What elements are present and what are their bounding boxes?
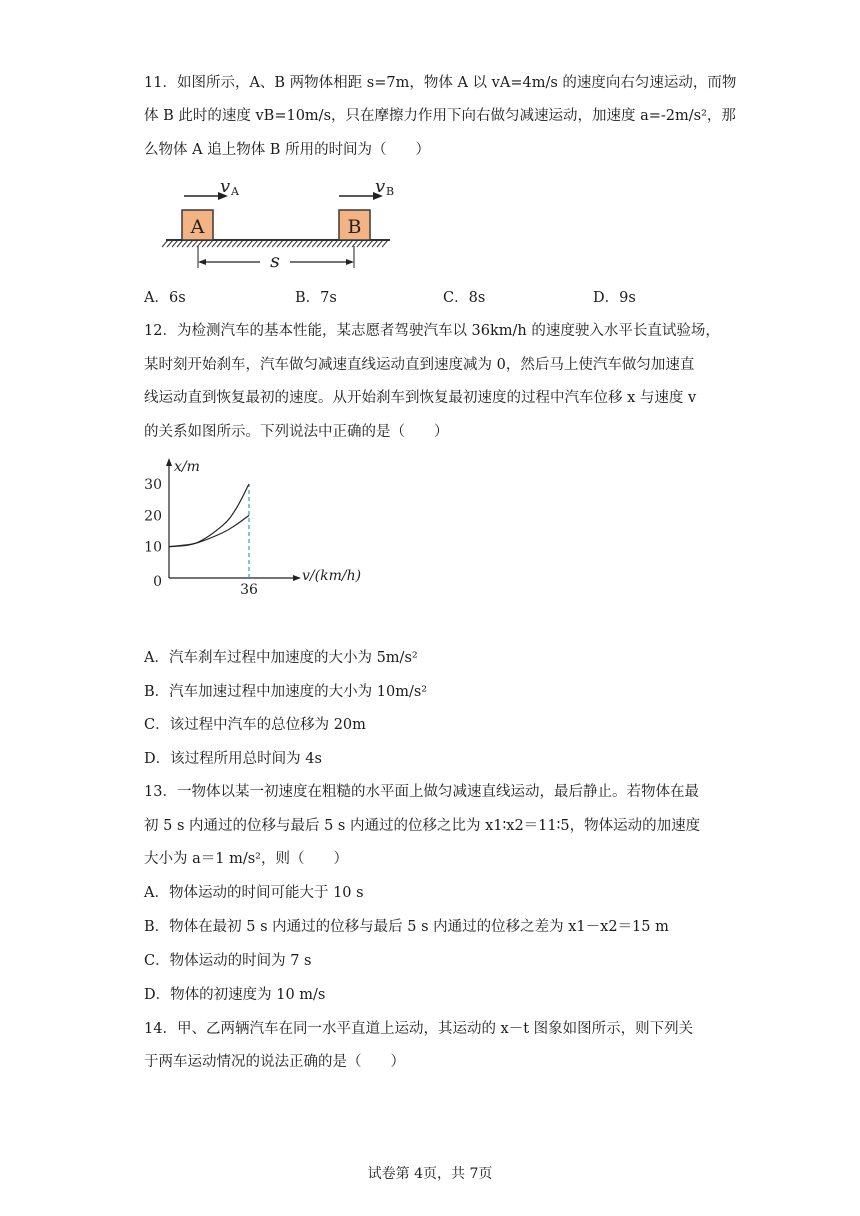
q14-line-2: 于两车运动情况的说法正确的是（ ） (144, 1054, 405, 1070)
x-axis-arrowhead (293, 575, 301, 581)
velocity-a-sub: A (231, 185, 239, 198)
q13-option-c[interactable]: C．物体运动的时间为 7 s (144, 953, 312, 969)
q11-line-3: 么物体 A 追上物体 B 所用的时间为（ ） (144, 142, 431, 158)
y-tick-label: 30 (144, 477, 162, 493)
y-tick-label: 20 (144, 508, 162, 525)
x-axis-label: v/(km/h) (302, 568, 362, 584)
q12-option-c[interactable]: C．该过程中汽车的总位移为 20m (144, 717, 366, 733)
page-footer: 试卷第 4页，共 7页 (367, 1166, 493, 1182)
y-tick-label: 0 (153, 574, 162, 590)
q13-option-a[interactable]: A．物体运动的时间可能大于 10 s (144, 885, 364, 901)
q12-option-d[interactable]: D．该过程所用总时间为 4s (144, 751, 322, 767)
q11-line-1: 11．如图所示，A、B 两物体相距 s=7m，物体 A 以 vA=4m/s 的速度向右匀速运动，而物 (144, 75, 737, 91)
q11-option-c[interactable]: C．8s (443, 290, 486, 306)
q11-option-a[interactable]: A．6s (144, 290, 186, 306)
y-tick-label: 10 (144, 539, 162, 556)
block-b-label: B (347, 216, 362, 238)
q12-graph (140, 452, 380, 602)
y-axis-label: x/m (174, 459, 200, 475)
q11-option-d[interactable]: D．9s (593, 290, 636, 306)
q13-line-1: 13．一物体以某一初速度在粗糙的水平面上做匀减速直线运动，最后静止。若物体在最 (144, 784, 699, 800)
q11-option-b[interactable]: B．7s (295, 290, 337, 306)
q12-option-b[interactable]: B．汽车加速过程中加速度的大小为 10m/s² (144, 684, 428, 700)
distance-label: s (270, 250, 280, 272)
q11-line-2: 体 B 此时的速度 vB=10m/s，只在摩擦力作用下向右做匀减速运动，加速度 a=-2m/s²，那 (144, 108, 736, 124)
velocity-a-label: v (220, 176, 231, 197)
velocity-b-label: v (375, 176, 386, 197)
accelerating-curve (169, 484, 249, 547)
x-tick-label: 36 (240, 582, 258, 598)
q12-line-3: 线运动直到恢复最初的速度。从开始刹车到恢复最初速度的过程中汽车位移 x 与速度 v (144, 390, 697, 406)
q13-option-d[interactable]: D．物体的初速度为 10 m/s (144, 987, 326, 1003)
q13-option-b[interactable]: B．物体在最初 5 s 内通过的位移与最后 5 s 内通过的位移之差为 x1－x2＝15 m (144, 919, 669, 935)
q12-line-1: 12．为检测汽车的基本性能，某志愿者驾驶汽车以 36km/h 的速度驶入水平长直试验场， (144, 323, 720, 339)
block-a-label: A (190, 216, 205, 238)
q13-line-2: 初 5 s 内通过的位移与最后 5 s 内通过的位移之比为 x1∶x2＝11∶5，物体运动的加速度 (144, 818, 701, 834)
q12-line-4: 的关系如图所示。下列说法中正确的是（ ） (144, 424, 449, 440)
braking-curve (169, 515, 249, 546)
q12-option-a[interactable]: A．汽车刹车过程中加速度的大小为 5m/s² (144, 650, 418, 666)
q14-line-1: 14．甲、乙两辆汽车在同一水平直道上运动，其运动的 x－t 图象如图所示，则下列关 (144, 1021, 694, 1037)
y-axis-arrowhead (166, 458, 172, 466)
velocity-b-sub: B (386, 185, 395, 198)
q11-options (144, 286, 704, 308)
q13-line-3: 大小为 a＝1 m/s²，则（ ） (144, 851, 348, 867)
q12-line-2: 某时刻开始刹车，汽车做匀减速直线运动直到速度减为 0，然后马上使汽车做匀加速直 (144, 357, 695, 373)
q11-diagram (160, 174, 400, 274)
